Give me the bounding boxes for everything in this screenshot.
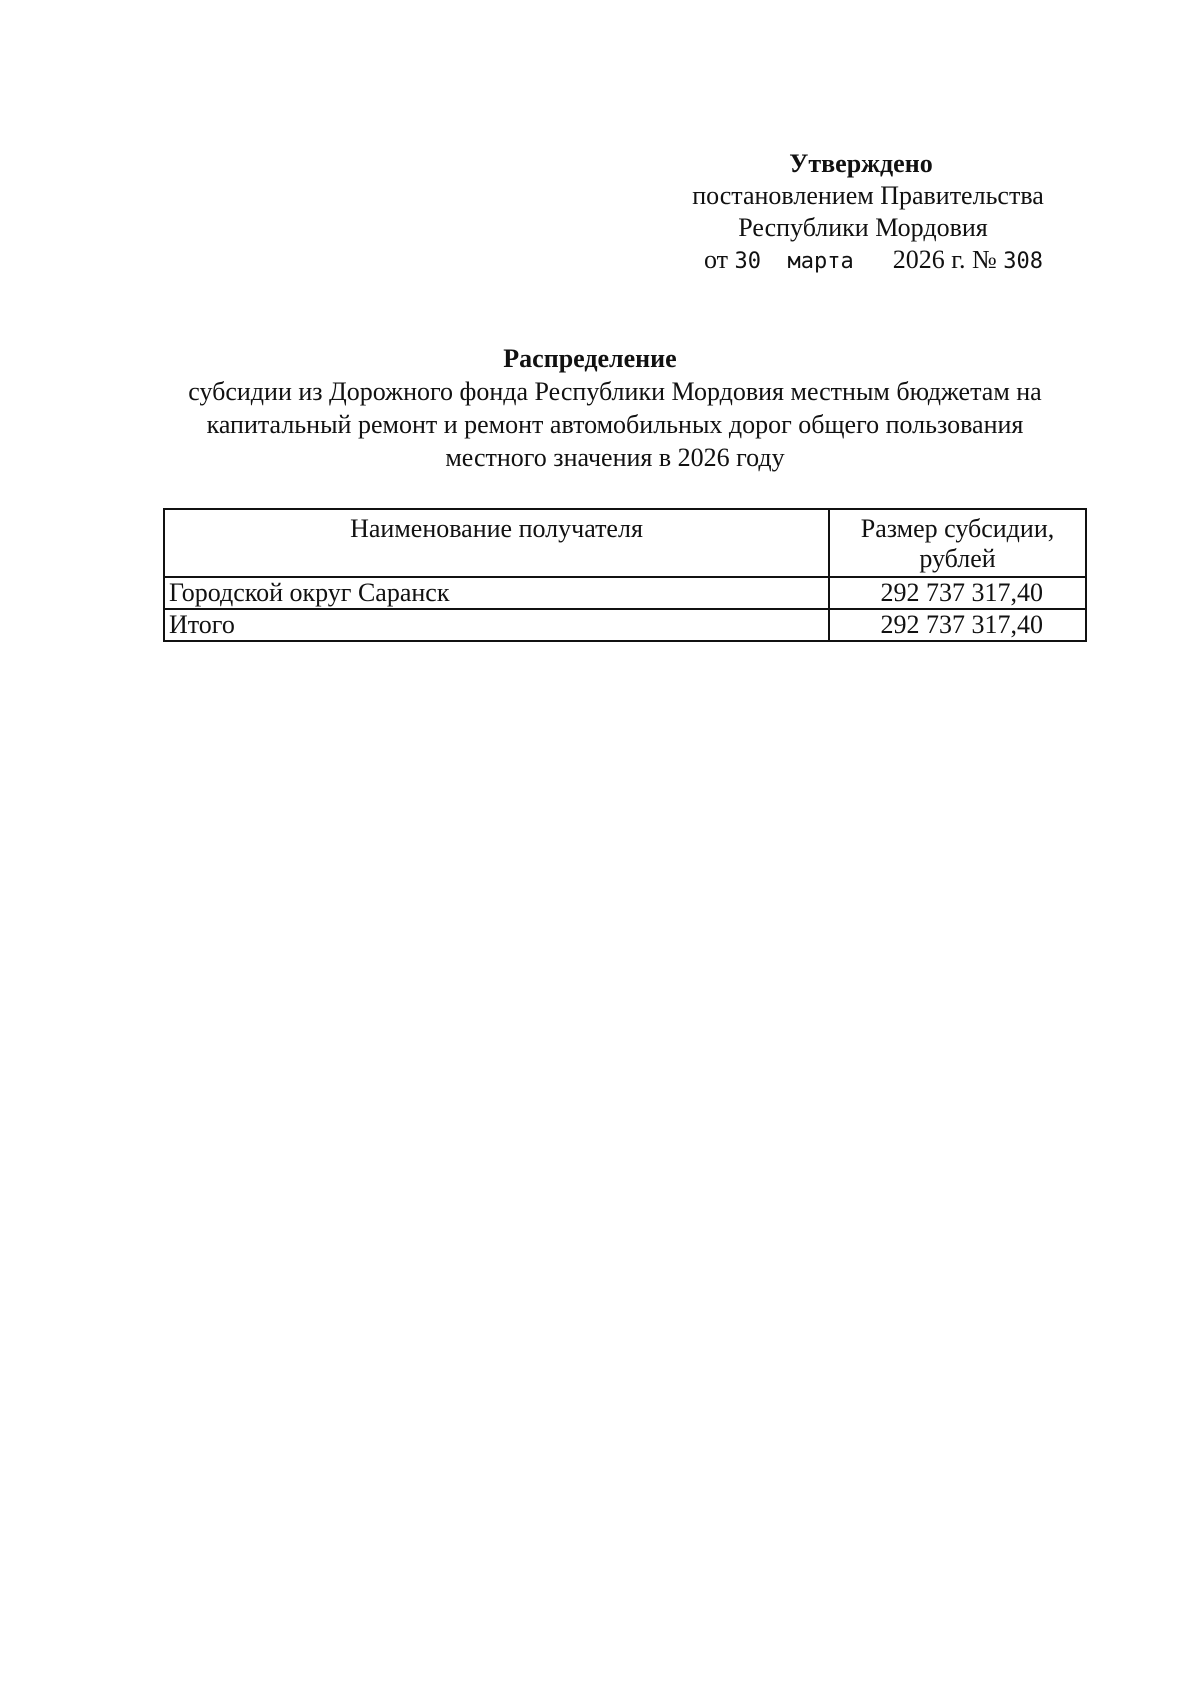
document-title-block (0, 342, 1200, 474)
document-number: 308 (1003, 249, 1044, 274)
date-prefix: от (704, 245, 729, 274)
approval-line-1: постановлением Правительства (692, 181, 1044, 210)
document-subtitle-line-3: местного значения в 2026 году (445, 443, 785, 472)
date-day-month: 30 марта (734, 249, 854, 274)
distribution-table (163, 508, 1087, 642)
approval-line-2: Республики Мордовия (738, 213, 988, 242)
recipient-name-cell: Городской округ Саранск (164, 577, 829, 609)
approval-date-line (704, 244, 1068, 278)
document-subtitle-line-1: субсидии из Дорожного фонда Республики Мордовия местным бюджетам на (188, 377, 1042, 406)
header-subsidy-amount-line-1: Размер субсидии, (860, 514, 1055, 543)
subsidy-amount-cell: 292 737 317,40 (829, 577, 1086, 609)
document-title: Распределение (503, 344, 677, 373)
table-header-row (164, 509, 1086, 577)
header-subsidy-amount (829, 509, 1086, 577)
total-amount-cell: 292 737 317,40 (829, 609, 1086, 641)
approval-block (668, 148, 1068, 278)
header-recipient-name: Наименование получателя (164, 509, 829, 577)
header-subsidy-amount-line-2: рублей (919, 544, 996, 573)
document-subtitle-line-2: капитальный ремонт и ремонт автомобильных дорог общего пользования (206, 410, 1024, 439)
approval-heading: Утверждено (789, 149, 933, 178)
table-row-total (164, 609, 1086, 641)
total-label-cell: Итого (164, 609, 829, 641)
date-year: 2026 г. № (892, 245, 997, 274)
table-row (164, 577, 1086, 609)
